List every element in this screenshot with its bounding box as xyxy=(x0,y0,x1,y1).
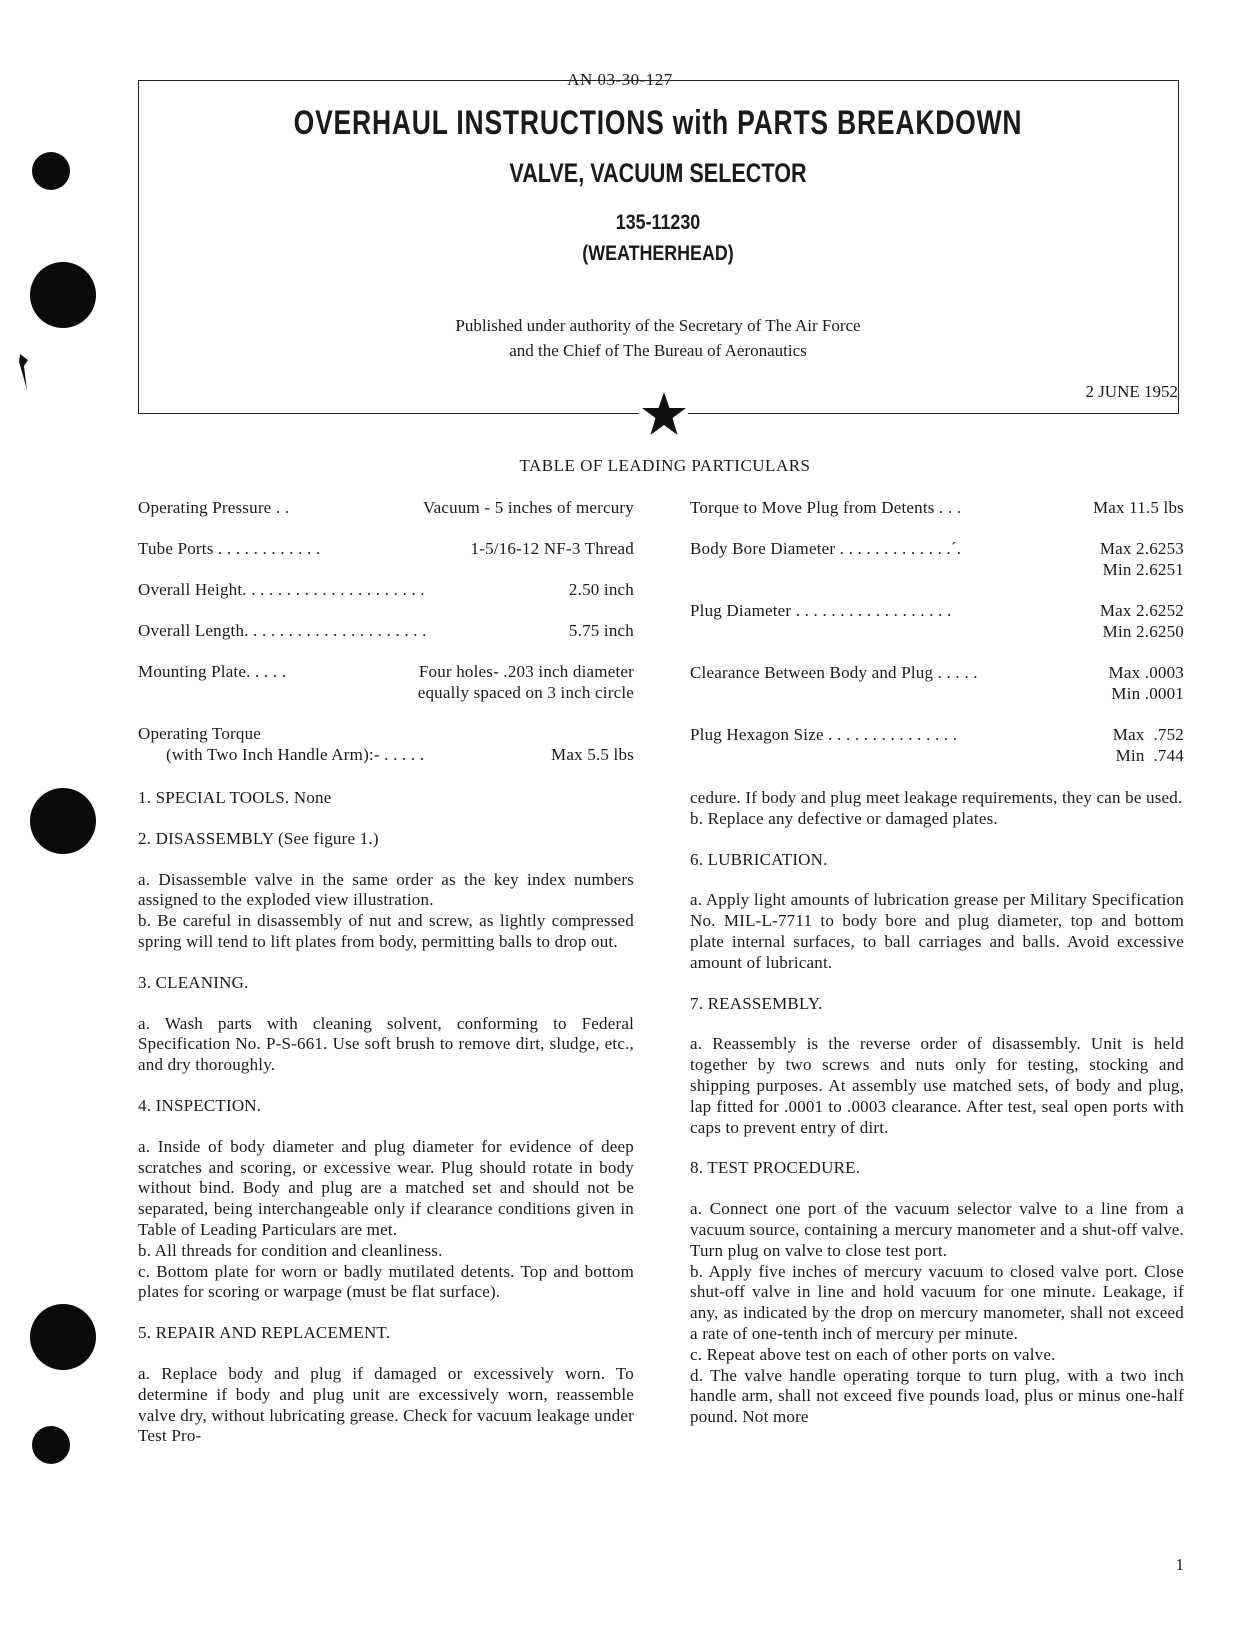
scan-mark xyxy=(18,352,30,392)
section-8d: d. The valve handle operating torque to turn plug, with a two inch handle arm, shall not exceed five pounds load, plus or minus one-half pound. Not more xyxy=(690,1365,1184,1427)
section-2a: a. Disassemble valve in the same order as the key index numbers assigned to the exploded view illustration. xyxy=(138,869,634,910)
page-title: OVERHAUL INSTRUCTIONS with PARTS BREAKDOWN xyxy=(293,104,1023,142)
binder-hole-4 xyxy=(30,1304,96,1370)
particular-plug-diameter: Plug Diameter . . . . . . . . . . . . . . . . . . Max 2.6252 Min 2.6250 xyxy=(690,601,1184,641)
section-1-heading: 1. SPECIAL TOOLS. None xyxy=(138,788,332,807)
section-4a: a. Inside of body diameter and plug diameter for evidence of deep scratches and scoring, or excessive wear. Plug should rotate in body without bind. Body and plug are a matched set and should not be separated, being interchangeable only if clearance conditions given in Table of Leading Particulars are met. xyxy=(138,1136,634,1239)
part-number: 135-11230 xyxy=(615,211,701,234)
section-2-heading: 2. DISASSEMBLY (See figure 1.) xyxy=(138,828,379,848)
frame-rule-left xyxy=(138,413,639,414)
manufacturer: (WEATHERHEAD) xyxy=(582,242,734,265)
authority-line-2: and the Chief of The Bureau of Aeronautics xyxy=(509,341,807,360)
binder-hole-5 xyxy=(32,1426,70,1464)
section-7-heading: 7. REASSEMBLY. xyxy=(690,993,823,1013)
section-8b: b. Apply five inches of mercury vacuum to closed valve port. Close shut-off valve in line and hold vacuum for one minute. Leakage, if any, as indicated by the drop on mercury manometer, shall not exceed a rate of one-tenth inch of mercury per minute. xyxy=(690,1261,1184,1343)
authority-line-1: Published under authority of the Secretary of The Air Force xyxy=(455,316,861,335)
section-7a: a. Reassembly is the reverse order of disassembly. Unit is held together by two screws and nuts only for testing, stocking and shipping purposes. At assembly use matched sets, of body and plug, lap fitted for .0001 to .0003 clearance. After test, seal open ports with caps to prevent entry of dirt. xyxy=(690,1034,1184,1137)
page-number: 1 xyxy=(1175,1555,1184,1574)
section-5a: a. Replace body and plug if damaged or excessively worn. To determine if body and plug unit are excessively worn, reassemble valve dry, without lubricating grease. Check for vacuum leakage under Test Pro- xyxy=(138,1363,634,1446)
table-title: TABLE OF LEADING PARTICULARS xyxy=(519,456,811,475)
section-8c: c. Repeat above test on each of other ports on valve. xyxy=(690,1344,1056,1364)
star-icon xyxy=(640,390,688,438)
page-subtitle: VALVE, VACUUM SELECTOR xyxy=(509,158,807,188)
section-8a: a. Connect one port of the vacuum selector valve to a line from a vacuum source, containing a mercury manometer and a shut-off valve. Turn plug on valve to close test port. xyxy=(690,1199,1184,1260)
particulars-right xyxy=(690,497,1184,766)
section-8-heading: 8. TEST PROCEDURE. xyxy=(690,1158,861,1178)
section-5-heading: 5. REPAIR AND REPLACEMENT. xyxy=(138,1323,391,1343)
binder-hole-2 xyxy=(30,262,96,328)
section-5b: b. Replace any defective or damaged plates. xyxy=(690,808,998,828)
particular-body-bore: Body Bore Diameter . . . . . . . . . . . . .´. Max 2.6253 Min 2.6251 xyxy=(690,539,1184,579)
particular-overall-height: Overall Height. . . . . . . . . . . . . . . . . . . . . 2.50 inch xyxy=(138,580,634,599)
section-4c: c. Bottom plate for worn or badly mutilated detents. Top and bottom plates for scoring or warpage (must be flat surface). xyxy=(138,1261,634,1302)
section-2b: b. Be careful in disassembly of nut and screw, as lightly compressed spring will tend to lift plates from body, permitting balls to drop out. xyxy=(138,911,634,951)
particular-mounting-plate: Mounting Plate. . . . . Four holes- .203 inch diameter equally spaced on 3 inch circle xyxy=(138,662,634,702)
section-5a-continued: cedure. If body and plug meet leakage requirements, they can be used. xyxy=(690,788,1183,807)
particular-hexagon: Plug Hexagon Size . . . . . . . . . . . . . . . Max .752 Min .744 xyxy=(690,725,1184,765)
particular-tube-ports: Tube Ports . . . . . . . . . . . . 1-5/16-12 NF-3 Thread xyxy=(138,539,634,558)
section-3-heading: 3. CLEANING. xyxy=(138,972,249,992)
section-3a: a. Wash parts with cleaning solvent, conforming to Federal Specification No. P-S-661. Use soft brush to remove dirt, sludge, etc., and dry thoroughly. xyxy=(138,1013,634,1075)
section-6a: a. Apply light amounts of lubrication grease per Military Specification No. MIL-L-7711 to body bore and plug diameter, top and bottom plate internal surfaces, to ball carriages and balls. Avoid excessive amount of lubricant. xyxy=(690,890,1184,972)
left-column xyxy=(138,788,634,1447)
section-4b: b. All threads for condition and cleanliness. xyxy=(138,1240,443,1260)
particulars-left xyxy=(138,497,634,765)
particular-clearance: Clearance Between Body and Plug . . . . . Max .0003 Min .0001 xyxy=(690,663,1184,703)
section-6-heading: 6. LUBRICATION. xyxy=(690,849,828,869)
particular-torque-detents: Torque to Move Plug from Detents . . . Max 11.5 lbs xyxy=(690,498,1184,517)
particular-overall-length: Overall Length. . . . . . . . . . . . . . . . . . . . . 5.75 inch xyxy=(138,621,634,640)
document-number: AN 03-30-127 xyxy=(567,70,673,89)
frame-rule-right xyxy=(688,413,1179,414)
particular-operating-torque: Operating Torque (with Two Inch Handle Arm):- . . . . . Max 5.5 lbs xyxy=(138,724,634,764)
binder-hole-3 xyxy=(30,788,96,854)
section-4-heading: 4. INSPECTION. xyxy=(138,1095,262,1115)
publication-date: 2 JUNE 1952 xyxy=(1085,382,1178,401)
particular-operating-pressure: Operating Pressure . . Vacuum - 5 inches of mercury xyxy=(138,498,634,517)
binder-hole-1 xyxy=(32,152,70,190)
right-column xyxy=(690,788,1184,1428)
